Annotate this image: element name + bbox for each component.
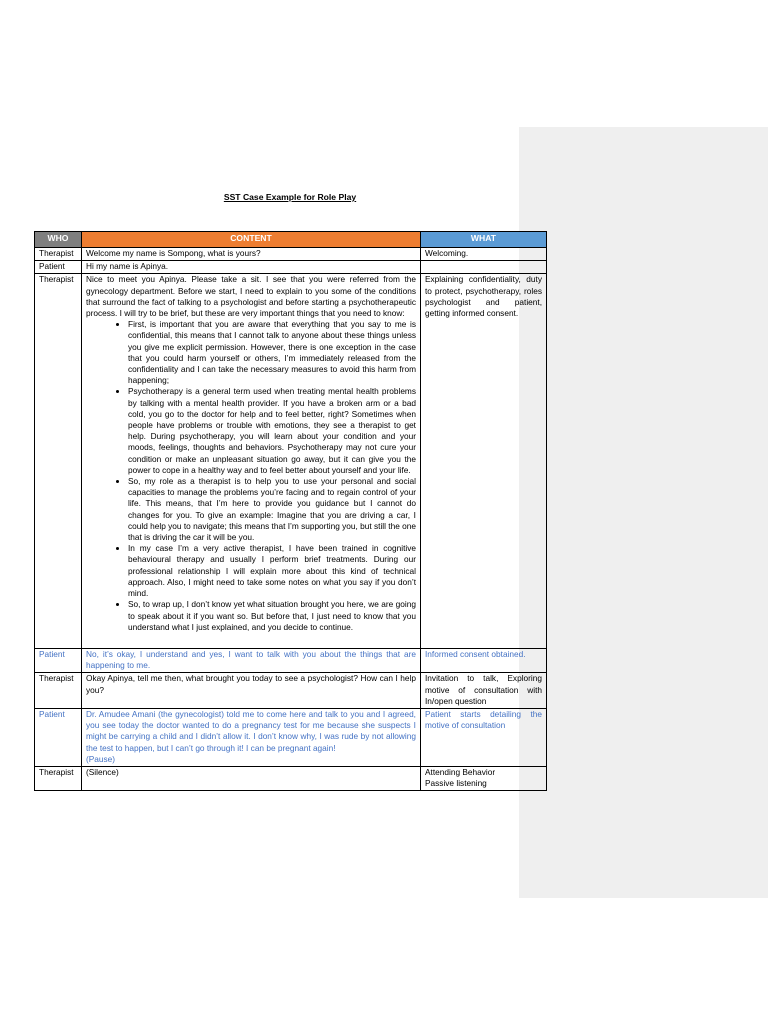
list-item: • In my case I’m a very active therapist, I have been trained in cognitive behavioural therapy and usually I perform brief treatments. During our professional relationship I will explain more about this kind of technical approach. Also, I might need to take some notes on what you say if you don’t mind.	[128, 543, 416, 599]
speaker-cell: Therapist	[35, 274, 82, 649]
table-row	[35, 673, 547, 709]
what-cell: Patient starts detailing the motive of consultation	[421, 708, 547, 766]
pause-note: (Pause)	[86, 753, 116, 764]
content-cell	[82, 708, 421, 766]
table-header-row	[35, 232, 547, 248]
header-content: CONTENT	[82, 232, 421, 248]
what-cell: Explaining confidentiality, duty to protect, psychotherapy, roles psychologist and patient, getting informed consent.	[421, 274, 547, 649]
what-line: Passive listening	[425, 778, 487, 789]
what-cell: Welcoming.	[421, 248, 547, 261]
table-row	[35, 766, 547, 790]
what-cell: Informed consent obtained.	[421, 648, 547, 672]
what-line: Attending Behavior	[425, 766, 496, 777]
list-item: • First, is important that you are aware that everything that you say to me is confidential, this means that I cannot talk to anyone about these things unless you give me explicit permission. However, there is one exception in the case that you could harm yourself or others, I’m immediately released from the confidentiality and I can take the necessary measures to avoid this harm from happening;	[128, 319, 416, 386]
list-item: • So, my role as a therapist is to help you to use your personal and social capacities to manage the problems you’re facing and to regain control of your life. This means, that I’m here to provide you guidance but I cannot do changes for you. To give an example: Imagine that you are driving a car, I could help you to navigate; this means that I’m supporting you, but still the one that is driving the car it will be you.	[128, 476, 416, 543]
content-cell: No, it’s okay, I understand and yes, I want to talk with you about the things that are happening to me.	[82, 648, 421, 672]
speaker-cell: Patient	[35, 708, 82, 766]
speaker-cell: Therapist	[35, 766, 82, 790]
content-intro: Nice to meet you Apinya. Please take a sit. I see that you were referred from the gynecology department. Before we start, I need to explain to you some of the conditions that surround the fact of talking to a psychologist and before starting a psychotherapeutic process. I will try to be brief, but these are very important things that you need to know:	[86, 274, 416, 319]
speaker-cell: Therapist	[35, 673, 82, 709]
content-cell: Okay Apinya, tell me then, what brought you today to see a psychologist? How can I help you?	[82, 673, 421, 709]
table-row	[35, 248, 547, 261]
document-title: SST Case Example for Role Play	[223, 192, 357, 202]
content-text: Dr. Amudee Amani (the gynecologist) told me to come here and talk to you and I agreed, you see today the doctor wanted to do a pregnancy test for me because she suspects I might be carrying a child and I didn’t allow it. I don’t know why, I was rude by not allowing the test to happen, but I can’t go through it! I can be pregnant again!	[86, 708, 416, 753]
table-row	[35, 261, 547, 274]
what-cell	[421, 261, 547, 274]
table-row	[35, 708, 547, 766]
explanation-list	[86, 319, 416, 633]
comment-pane	[519, 127, 768, 898]
table-row	[35, 274, 547, 649]
speaker-cell: Patient	[35, 261, 82, 274]
speaker-cell: Patient	[35, 648, 82, 672]
list-item: • So, to wrap up, I don’t know yet what situation brought you here, we are going to speak about it if you want so. But before that, I just need to know that you understand what I just explained, and you decide to continue.	[128, 599, 416, 633]
speaker-cell: Therapist	[35, 248, 82, 261]
list-item: • Psychotherapy is a general term used when treating mental health problems by talking with a mental health provider. If you have a broken arm or a bad cold, you go to the doctor for help and to feel better, right? Sometimes when people have problems or trouble with emotions, they see a therapist to get help. During psychotherapy, you will learn about your condition and your moods, feelings, thoughts and behaviors. Psychotherapy may not cure your condition or make an unpleasant situation go away, but it can give you the power to cope in a healthy way and to feel better about yourself and your life.	[128, 386, 416, 476]
table-row	[35, 648, 547, 672]
content-cell: Hi my name is Apinya.	[82, 261, 421, 274]
content-cell: Welcome my name is Sompong, what is yours?	[82, 248, 421, 261]
content-cell	[82, 274, 421, 649]
what-cell: Invitation to talk, Exploring motive of consultation with In/open question	[421, 673, 547, 709]
role-play-table	[34, 231, 547, 791]
content-cell: (Silence)	[82, 766, 421, 790]
header-who: WHO	[35, 232, 82, 248]
header-what: WHAT	[421, 232, 547, 248]
what-cell	[421, 766, 547, 790]
